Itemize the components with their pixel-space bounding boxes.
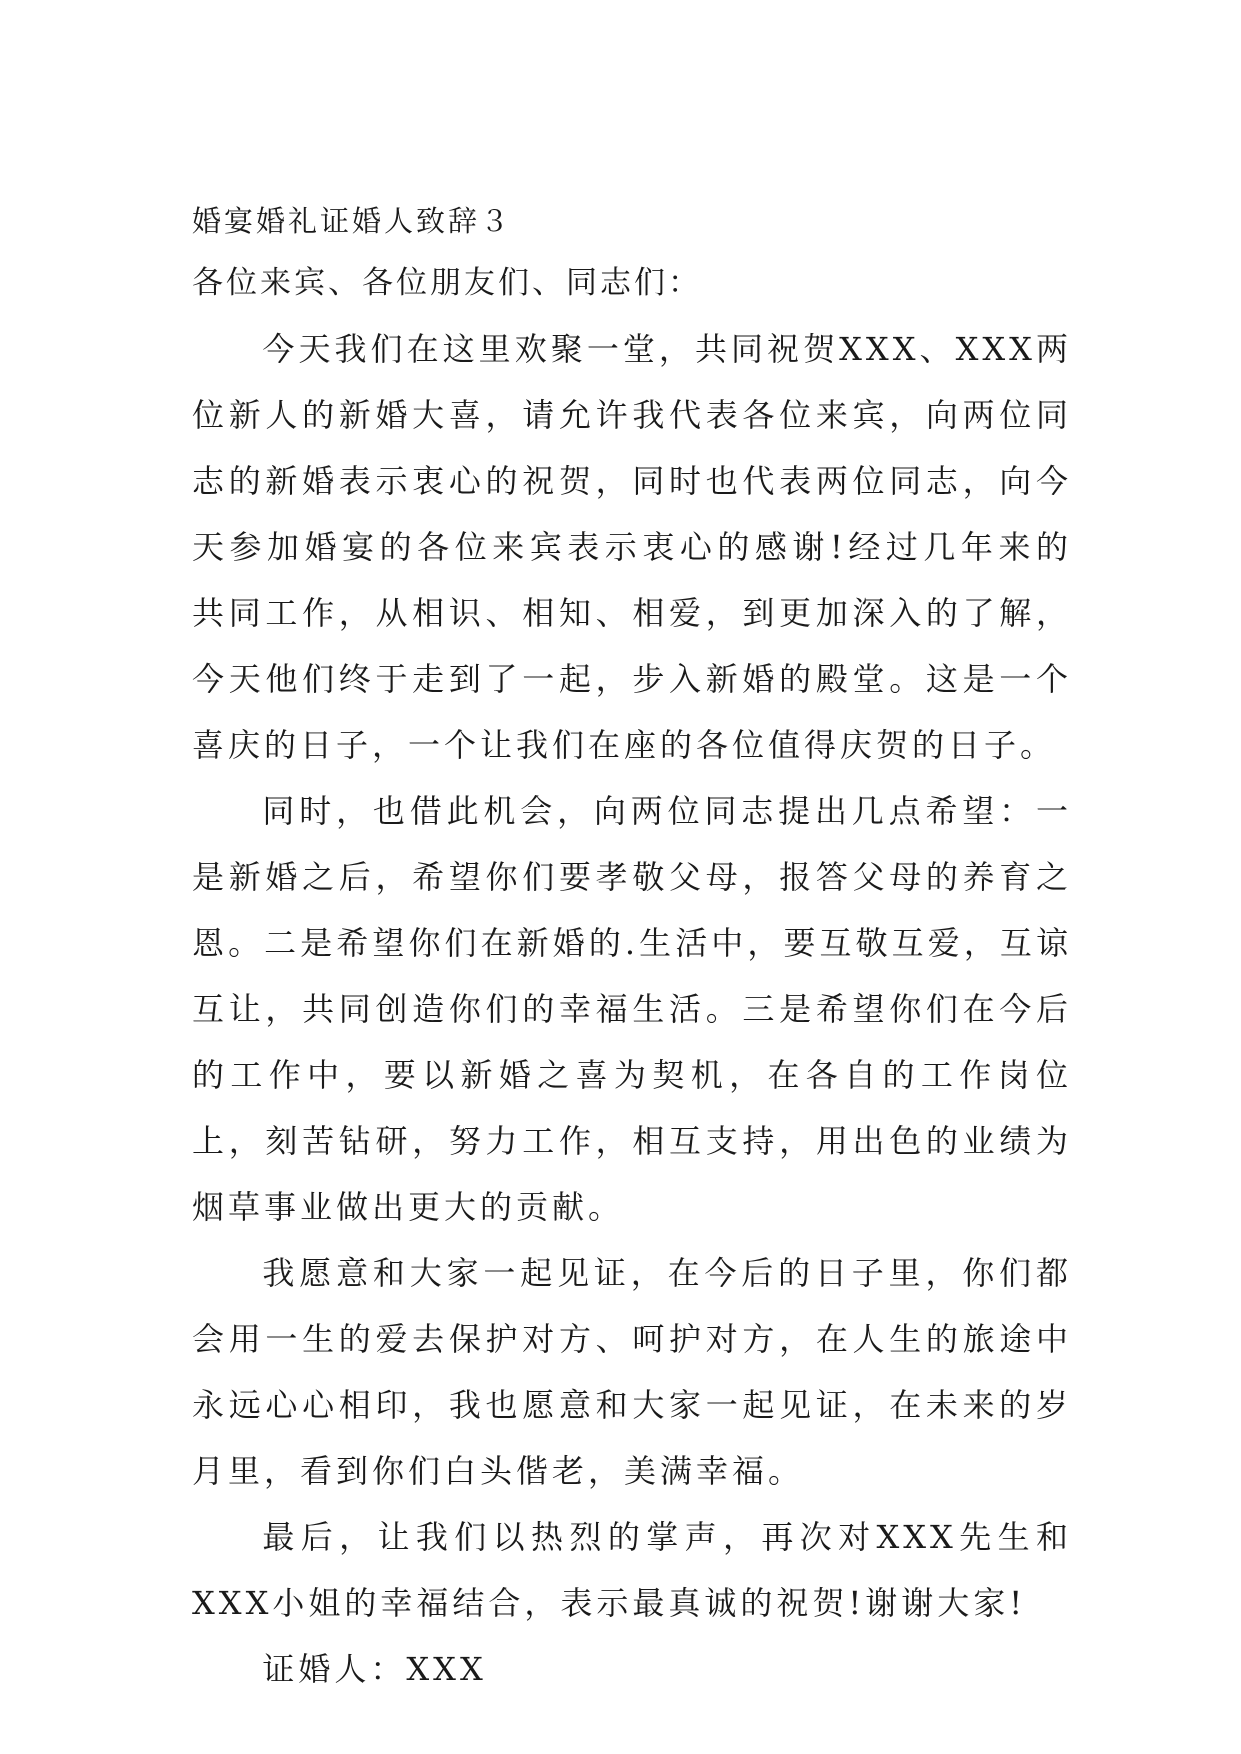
document-body (192, 192, 1072, 1702)
paragraph-2: 同时，也借此机会，向两位同志提出几点希望：一是新婚之后，希望你们要孝敬父母，报答父母的养育之恩。二是希望你们在新婚的.生活中，要互敬互爱，互谅互让，共同创造你们的幸福生活。三是希望你们在今后的工作中，要以新婚之喜为契机，在各自的工作岗位上，刻苦钻研，努力工作，相互支持，用出色的业绩为烟草事业做出更大的贡献。 (192, 792, 1072, 1226)
document-title: 婚宴婚礼证婚人致辞３ (192, 204, 513, 238)
paragraph-4: 最后，让我们以热烈的掌声，再次对XXX先生和XXX小姐的幸福结合，表示最真诚的祝贺!谢谢大家! (192, 1518, 1072, 1622)
greeting-line: 各位来宾、各位朋友们、同志们： (192, 265, 702, 301)
signature-line: 证婚人：XXX (262, 1650, 487, 1688)
paragraph-3: 我愿意和大家一起见证，在今后的日子里，你们都会用一生的爱去保护对方、呵护对方，在人生的旅途中永远心心相印，我也愿意和大家一起见证，在未来的岁月里，看到你们白头偕老，美满幸福。 (192, 1254, 1072, 1490)
paragraph-1: 今天我们在这里欢聚一堂，共同祝贺XXX、XXX两位新人的新婚大喜，请允许我代表各位来宾，向两位同志的新婚表示衷心的祝贺，同时也代表两位同志，向今天参加婚宴的各位来宾表示衷心的感谢!经过几年来的共同工作，从相识、相知、相爱，到更加深入的了解，今天他们终于走到了一起，步入新婚的殿堂。这是一个喜庆的日子，一个让我们在座的各位值得庆贺的日子。 (192, 330, 1072, 764)
